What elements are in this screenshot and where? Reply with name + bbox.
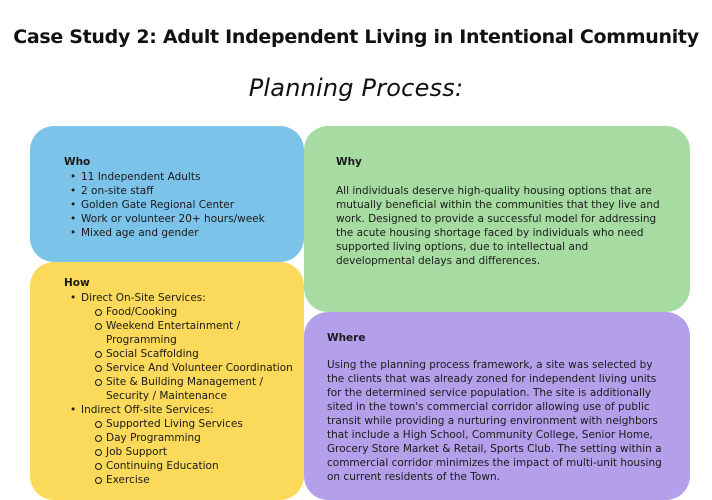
how-sublist xyxy=(93,305,294,403)
how-group-label: Indirect Off-site Services: xyxy=(81,404,214,416)
who-item: • 2 on-site staff xyxy=(68,184,298,198)
how-heading: How xyxy=(64,277,90,289)
why-card xyxy=(304,126,690,312)
how-subitem: Food/Cooking xyxy=(93,305,294,319)
how-card xyxy=(30,262,304,500)
how-group xyxy=(68,291,294,403)
page-subtitle: Planning Process: xyxy=(248,74,464,102)
how-subitem: Day Programming xyxy=(93,431,294,445)
where-text: Using the planning process framework, a site was selected by the clients that was already zoned for independent living units for the determined service population. The site is additionally sited in the town's commercial corridor allowing use of public transit while providing a nurturing environment with neighbors that include a High School, Community College, Senior Home, Grocery Store Market & Retail, Sports Club. The setting within a commercial corridor minimizes the impact of multi-unit housing on current residents of the Town. xyxy=(327,359,662,483)
page-title: Case Study 2: Adult Independent Living in Intentional Community xyxy=(13,26,699,48)
why-text: All individuals deserve high-quality housing options that are mutually beneficial within the communities that they live and work. Designed to provide a successful model for addressing the acute housing shortage faced by individuals who need supported living options, due to intellectual and developmental delays and differences. xyxy=(336,185,660,267)
who-heading: Who xyxy=(64,156,91,168)
how-group-label: Direct On-Site Services: xyxy=(81,292,206,304)
who-item: • Mixed age and gender xyxy=(68,226,298,240)
how-subitem: Exercise xyxy=(93,473,294,487)
how-subitem: Job Support xyxy=(93,445,294,459)
where-card xyxy=(304,312,690,500)
how-group xyxy=(68,403,294,487)
who-item: • 11 Independent Adults xyxy=(68,170,298,184)
how-subitem: Social Scaffolding xyxy=(93,347,294,361)
how-list xyxy=(68,291,294,487)
how-subitem: Weekend Entertainment / Programming xyxy=(93,319,294,347)
where-heading: Where xyxy=(327,332,366,344)
how-subitem: Site & Building Management / Security / Maintenance xyxy=(93,375,294,403)
who-list xyxy=(68,170,298,240)
how-sublist xyxy=(93,417,294,487)
how-subitem: Service And Volunteer Coordination xyxy=(93,361,294,375)
how-subitem: Continuing Education xyxy=(93,459,294,473)
why-heading: Why xyxy=(336,156,362,168)
who-item: • Golden Gate Regional Center xyxy=(68,198,298,212)
who-card xyxy=(30,126,304,262)
how-subitem: Supported Living Services xyxy=(93,417,294,431)
who-item: • Work or volunteer 20+ hours/week xyxy=(68,212,298,226)
